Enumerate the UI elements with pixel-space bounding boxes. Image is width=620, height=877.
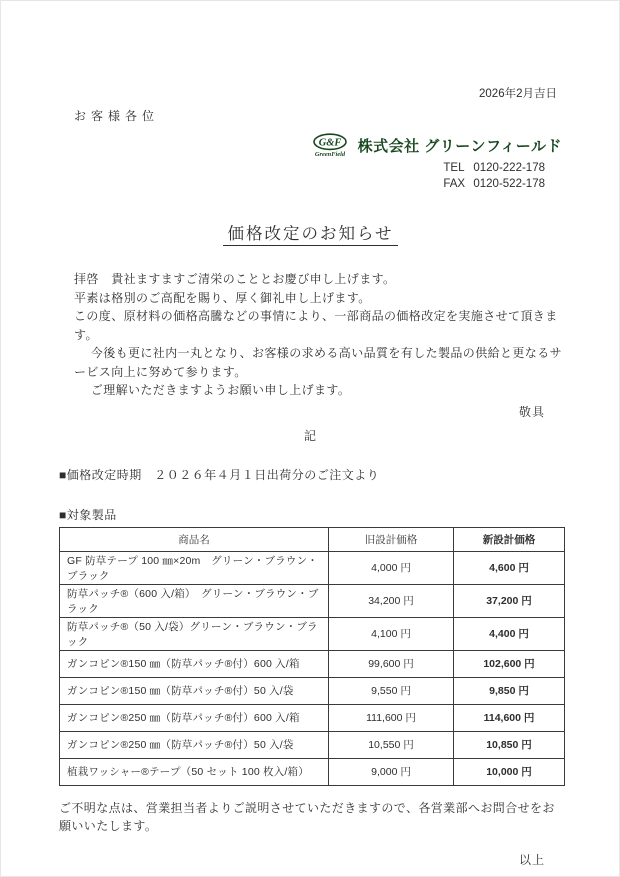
product-name: 植栽ワッシャー®テープ（50 セット 100 枚入/箱）	[60, 758, 329, 785]
document-content	[1, 85, 619, 868]
new-price: 4,600 円	[454, 551, 565, 584]
old-price: 9,550 円	[329, 677, 454, 704]
tel-label: TEL	[443, 162, 465, 174]
table-row	[60, 758, 565, 785]
tel-number: 0120-222-178	[473, 162, 545, 174]
old-price: 10,550 円	[329, 731, 454, 758]
recipient-line: お客様各位	[74, 109, 160, 123]
body-line-2: 平素は格別のご高配を賜り、厚く御礼申し上げます。	[74, 290, 371, 305]
new-price: 10,850 円	[454, 731, 565, 758]
table-row	[60, 677, 565, 704]
body-line-5: ご理解いただきますようお願い申し上げます。	[90, 383, 351, 397]
old-price: 34,200 円	[329, 584, 454, 617]
body-line-4: 今後も更に社内一丸となり、お客様の求める高い品質を有した製品の供給と更なるサービス向上に努めて参ります。	[74, 346, 563, 379]
fax-line	[443, 177, 545, 193]
body-line-3: この度、原材料の価格高騰などの事情により、一部商品の価格改定を実施させて頂きます。	[74, 309, 558, 342]
new-price: 114,600 円	[454, 704, 565, 731]
greeting-body	[74, 270, 562, 400]
timing-label: ■価格改定時期	[59, 467, 142, 482]
old-price: 9,000 円	[329, 758, 454, 785]
old-price: 4,000 円	[329, 551, 454, 584]
header-old-price: 旧設計価格	[329, 527, 454, 551]
table-row	[60, 551, 565, 584]
svg-text:G&F: G&F	[318, 137, 341, 149]
company-block	[59, 132, 562, 192]
company-logo-icon	[306, 132, 354, 158]
old-price: 111,600 円	[329, 704, 454, 731]
price-table	[59, 527, 565, 786]
svg-text:GreenField: GreenField	[314, 151, 345, 158]
fax-label: FAX	[443, 177, 466, 190]
record-mark-ki: 記	[303, 428, 317, 443]
company-line	[306, 132, 562, 158]
product-name: ガンコピン®150 ㎜（防草パッチ®付）50 入/袋	[60, 677, 329, 704]
document-title: 価格改定のお知らせ	[59, 220, 562, 244]
new-price: 10,000 円	[454, 758, 565, 785]
header-product-name: 商品名	[60, 527, 329, 551]
company-contact	[443, 161, 562, 192]
table-row	[60, 731, 565, 758]
body-line-1: 拝啓 貴社ますますご清栄のこととお慶び申し上げます。	[74, 272, 396, 286]
fax-number: 0120-522-178	[473, 177, 545, 190]
table-row	[60, 584, 565, 617]
product-name: ガンコピン®250 ㎜（防草パッチ®付）600 入/箱	[60, 704, 329, 731]
product-name: 防草パッチ®（50 入/袋）グリーン・ブラウン・ブラック	[60, 617, 329, 650]
new-price: 102,600 円	[454, 650, 565, 677]
footer-note-text: ご不明な点は、営業担当者よりご説明させていただきますので、各営業部へお問合せをお願いいたします。	[59, 800, 555, 833]
table-row	[60, 704, 565, 731]
product-name: ガンコピン®150 ㎜（防草パッチ®付）600 入/箱	[60, 650, 329, 677]
footer-note	[59, 799, 562, 836]
new-price: 37,200 円	[454, 584, 565, 617]
old-price: 4,100 円	[329, 617, 454, 650]
table-row	[60, 650, 565, 677]
new-price: 9,850 円	[454, 677, 565, 704]
old-price: 99,600 円	[329, 650, 454, 677]
table-row	[60, 617, 565, 650]
new-price: 4,400 円	[454, 617, 565, 650]
document-date: 2026年2月吉日	[479, 88, 557, 100]
end-mark-ijou: 以上	[518, 852, 545, 867]
timing-value: ２０２６年４月１日出荷分のご注文より	[154, 467, 380, 482]
header-new-price: 新設計価格	[454, 527, 565, 551]
product-name: GF 防草テープ 100 ㎜×20m グリーン・ブラウン・ブラック	[60, 551, 329, 584]
product-name: 防草パッチ®（600 入/箱） グリーン・ブラウン・ブラック	[60, 584, 329, 617]
company-name: 株式会社 グリーンフィールド	[357, 137, 562, 155]
section-revision-timing	[59, 466, 562, 483]
table-header-row	[60, 527, 565, 551]
closing-keigu: 敬具	[518, 404, 545, 419]
product-name: ガンコピン®250 ㎜（防草パッチ®付）50 入/袋	[60, 731, 329, 758]
section-target-products: ■対象製品	[59, 507, 117, 522]
tel-line	[443, 161, 545, 177]
